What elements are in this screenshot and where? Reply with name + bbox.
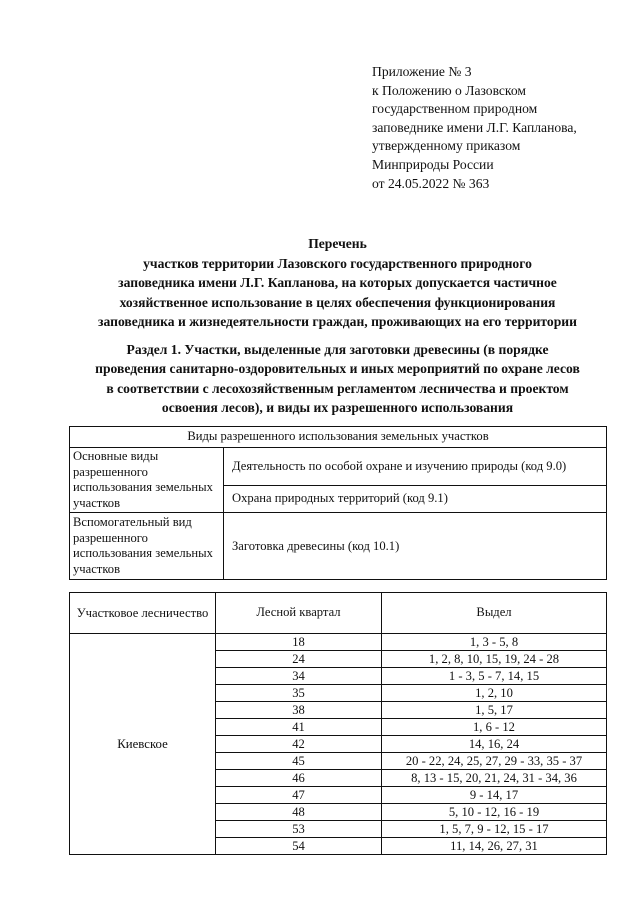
- appendix-line: утвержденному приказом: [372, 138, 521, 154]
- plots-cell: 1, 5, 7, 9 - 12, 15 - 17: [382, 821, 607, 838]
- section-line: Раздел 1. Участки, выделенные для заготовки древесины (в порядке: [126, 342, 549, 357]
- aux-use-label: Вспомогательный вид разрешенного использования земельных участков: [70, 513, 224, 580]
- quarter-cell: 41: [216, 719, 382, 736]
- quarter-cell: 42: [216, 736, 382, 753]
- table-row: [70, 634, 607, 651]
- appendix-line: заповеднике имени Л.Г. Капланова,: [372, 119, 577, 135]
- section-heading: [40, 340, 635, 418]
- land-use-table-header: Виды разрешенного использования земельных участков: [70, 427, 607, 448]
- plots-cell: 1 - 3, 5 - 7, 14, 15: [382, 668, 607, 685]
- quarter-cell: 18: [216, 634, 382, 651]
- section-line: в соответствии с лесохозяйственным регламентом лесничества и проектом: [106, 380, 569, 396]
- quarter-cell: 46: [216, 770, 382, 787]
- main-use-item: Деятельность по особой охране и изучению природы (код 9.0): [224, 448, 607, 486]
- plots-column-header: Выдел: [382, 593, 607, 634]
- forestry-column-header: Участковое лесничество: [70, 593, 216, 634]
- quarter-cell: 34: [216, 668, 382, 685]
- main-uses-label: Основные виды разрешенного использования земельных участков: [70, 448, 224, 513]
- quarter-cell: 35: [216, 685, 382, 702]
- appendix-line: от 24.05.2022 № 363: [372, 175, 490, 191]
- title-line: Перечень: [308, 236, 367, 251]
- appendix-line: Минприроды России: [372, 156, 494, 172]
- plots-cell: 1, 2, 10: [382, 685, 607, 702]
- plots-cell: 1, 6 - 12: [382, 719, 607, 736]
- section-line: проведения санитарно-оздоровительных и иных мероприятий по охране лесов: [95, 361, 580, 377]
- title-line: участков территории Лазовского государственного природного: [143, 255, 532, 271]
- quarter-column-header: Лесной квартал: [216, 593, 382, 634]
- plots-cell: 1, 5, 17: [382, 702, 607, 719]
- appendix-line: государственном природном: [372, 101, 538, 117]
- land-use-table: [69, 426, 607, 580]
- plots-cell: 5, 10 - 12, 16 - 19: [382, 804, 607, 821]
- quarter-cell: 38: [216, 702, 382, 719]
- main-use-item: Охрана природных территорий (код 9.1): [224, 486, 607, 513]
- plots-cell: 9 - 14, 17: [382, 787, 607, 804]
- appendix-line: к Положению о Лазовском: [372, 82, 526, 98]
- section-line: освоения лесов), и виды их разрешенного использования: [161, 400, 514, 416]
- quarter-cell: 54: [216, 838, 382, 855]
- forest-plots-table: [69, 592, 607, 855]
- quarter-cell: 48: [216, 804, 382, 821]
- quarter-cell: 24: [216, 651, 382, 668]
- appendix-line: Приложение № 3: [372, 64, 472, 79]
- document-title: [40, 234, 635, 332]
- quarter-cell: 45: [216, 753, 382, 770]
- forestry-name: Киевское: [70, 634, 216, 855]
- aux-use-item: Заготовка древесины (код 10.1): [224, 513, 607, 580]
- quarter-cell: 47: [216, 787, 382, 804]
- title-line: заповедника и жизнедеятельности граждан, проживающих на его территории: [98, 314, 577, 330]
- plots-cell: 1, 2, 8, 10, 15, 19, 24 - 28: [382, 651, 607, 668]
- plots-cell: 11, 14, 26, 27, 31: [382, 838, 607, 855]
- plots-cell: 20 - 22, 24, 25, 27, 29 - 33, 35 - 37: [382, 753, 607, 770]
- plots-cell: 1, 3 - 5, 8: [382, 634, 607, 651]
- title-line: хозяйственное использование в целях обеспечения функционирования: [119, 294, 556, 310]
- appendix-note: [372, 63, 632, 193]
- plots-cell: 14, 16, 24: [382, 736, 607, 753]
- quarter-cell: 53: [216, 821, 382, 838]
- title-line: заповедника имени Л.Г. Капланова, на которых допускается частичное: [118, 275, 557, 291]
- plots-cell: 8, 13 - 15, 20, 21, 24, 31 - 34, 36: [382, 770, 607, 787]
